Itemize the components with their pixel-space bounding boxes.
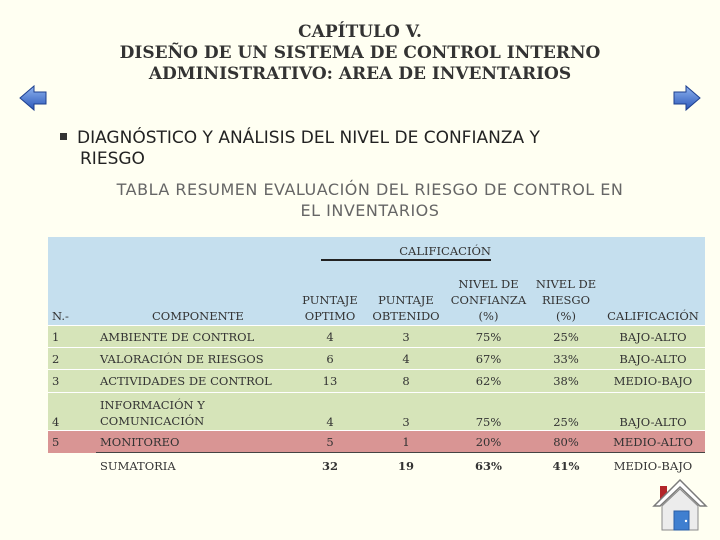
cell-confianza: 62% [446, 370, 531, 393]
cell-riesgo: 25% [531, 326, 601, 348]
col-header-puntaje-optimo [294, 261, 366, 326]
cell-obtenido: 4 [366, 348, 446, 370]
cell-riesgo: 80% [531, 431, 601, 453]
title-line-3: ADMINISTRATIVO: AREA DE INVENTARIOS [148, 64, 572, 84]
cell-optimo: 5 [294, 431, 366, 453]
cell-componente-line-1: INFORMACIÓN Y [100, 398, 205, 412]
cell-calificacion: MEDIO-BAJO [601, 370, 705, 393]
cell-n: 3 [48, 370, 96, 393]
cell-calificacion: MEDIO-ALTO [601, 431, 705, 453]
table-total-row [48, 453, 705, 479]
cell-obtenido: 1 [366, 431, 446, 453]
col-header-puntaje-optimo-line-2: OPTIMO [304, 309, 356, 323]
cell-n: 5 [48, 431, 96, 453]
cell-calificacion: BAJO-ALTO [601, 393, 705, 431]
cell-componente: MONITOREO [96, 431, 294, 453]
col-header-nivel-confianza-line-1: NIVEL DE [458, 277, 519, 291]
slide-title [0, 22, 720, 85]
cell-n: 4 [48, 393, 96, 431]
arrow-left-icon[interactable] [18, 84, 48, 112]
table-row [48, 348, 705, 370]
cell-riesgo: 38% [531, 370, 601, 393]
cell-total-obtenido: 19 [366, 453, 446, 479]
table-row [48, 370, 705, 393]
cell-componente: VALORACIÓN DE RIESGOS [96, 348, 294, 370]
col-header-nivel-riesgo-line-3: (%) [556, 309, 576, 323]
section-heading [60, 128, 680, 170]
cell-total-riesgo: 41% [531, 453, 601, 479]
cell-total-optimo: 32 [294, 453, 366, 479]
cell-optimo: 13 [294, 370, 366, 393]
col-header-nivel-riesgo-line-1: NIVEL DE [535, 277, 597, 291]
cell-optimo: 6 [294, 348, 366, 370]
cell-optimo: 4 [294, 393, 366, 431]
cell-confianza: 75% [446, 393, 531, 431]
cell-calificacion: BAJO-ALTO [601, 348, 705, 370]
col-header-puntaje-obtenido-line-1: PUNTAJE [378, 293, 434, 307]
col-header-nivel-confianza [446, 261, 531, 326]
col-header-puntaje-optimo-line-1: PUNTAJE [302, 293, 358, 307]
cell-riesgo: 33% [531, 348, 601, 370]
title-line-1: CAPÍTULO V. [298, 22, 422, 42]
cell-componente [96, 393, 294, 431]
arrow-right-icon[interactable] [672, 84, 702, 112]
summary-table [48, 237, 705, 478]
col-header-nivel-confianza-line-3: (%) [478, 309, 499, 323]
section-heading-line-2: RIESGO [80, 149, 145, 169]
table-group-header-row [48, 237, 705, 261]
cell-componente: AMBIENTE DE CONTROL [96, 326, 294, 348]
table-row [48, 431, 705, 453]
cell-obtenido: 3 [366, 326, 446, 348]
table-title [70, 179, 670, 221]
col-header-n: N.- [52, 309, 69, 323]
table-header-row [48, 261, 705, 326]
cell-componente-line-2: COMUNICACIÓN [100, 414, 205, 428]
title-line-2: DISEÑO DE UN SISTEMA DE CONTROL INTERNO [119, 43, 601, 63]
cell-total-confianza: 63% [446, 453, 531, 479]
col-header-puntaje-obtenido [366, 261, 446, 326]
cell-n: 1 [48, 326, 96, 348]
cell-optimo: 4 [294, 326, 366, 348]
table-title-line-1: TABLA RESUMEN EVALUACIÓN DEL RIESGO DE CONTROL EN [116, 180, 624, 199]
cell-confianza: 20% [446, 431, 531, 453]
table-title-line-2: EL INVENTARIOS [300, 201, 440, 220]
cell-obtenido: 3 [366, 393, 446, 431]
cell-confianza: 67% [446, 348, 531, 370]
calificacion-group-header-label: CALIFICACIÓN [399, 244, 491, 258]
calificacion-group-header [321, 244, 491, 261]
home-icon[interactable] [652, 478, 708, 534]
cell-confianza: 75% [446, 326, 531, 348]
cell-obtenido: 8 [366, 370, 446, 393]
bullet-square-icon [60, 133, 67, 140]
cell-componente: ACTIVIDADES DE CONTROL [96, 370, 294, 393]
col-header-puntaje-obtenido-line-2: OBTENIDO [372, 309, 440, 323]
table-row [48, 393, 705, 431]
col-header-nivel-riesgo [531, 261, 601, 326]
cell-total-calificacion: MEDIO-BAJO [601, 453, 705, 479]
table-row [48, 326, 705, 348]
col-header-nivel-riesgo-line-2: RIESGO [541, 293, 591, 307]
cell-riesgo: 25% [531, 393, 601, 431]
cell-calificacion: BAJO-ALTO [601, 326, 705, 348]
col-header-componente: COMPONENTE [152, 309, 244, 323]
col-header-nivel-confianza-line-2: CONFIANZA [450, 293, 527, 307]
cell-total-label: SUMATORIA [96, 453, 294, 479]
section-heading-line-1: DIAGNÓSTICO Y ANÁLISIS DEL NIVEL DE CONFIANZA Y [77, 128, 540, 148]
cell-n: 2 [48, 348, 96, 370]
col-header-calificacion: CALIFICACIÓN [607, 309, 699, 323]
